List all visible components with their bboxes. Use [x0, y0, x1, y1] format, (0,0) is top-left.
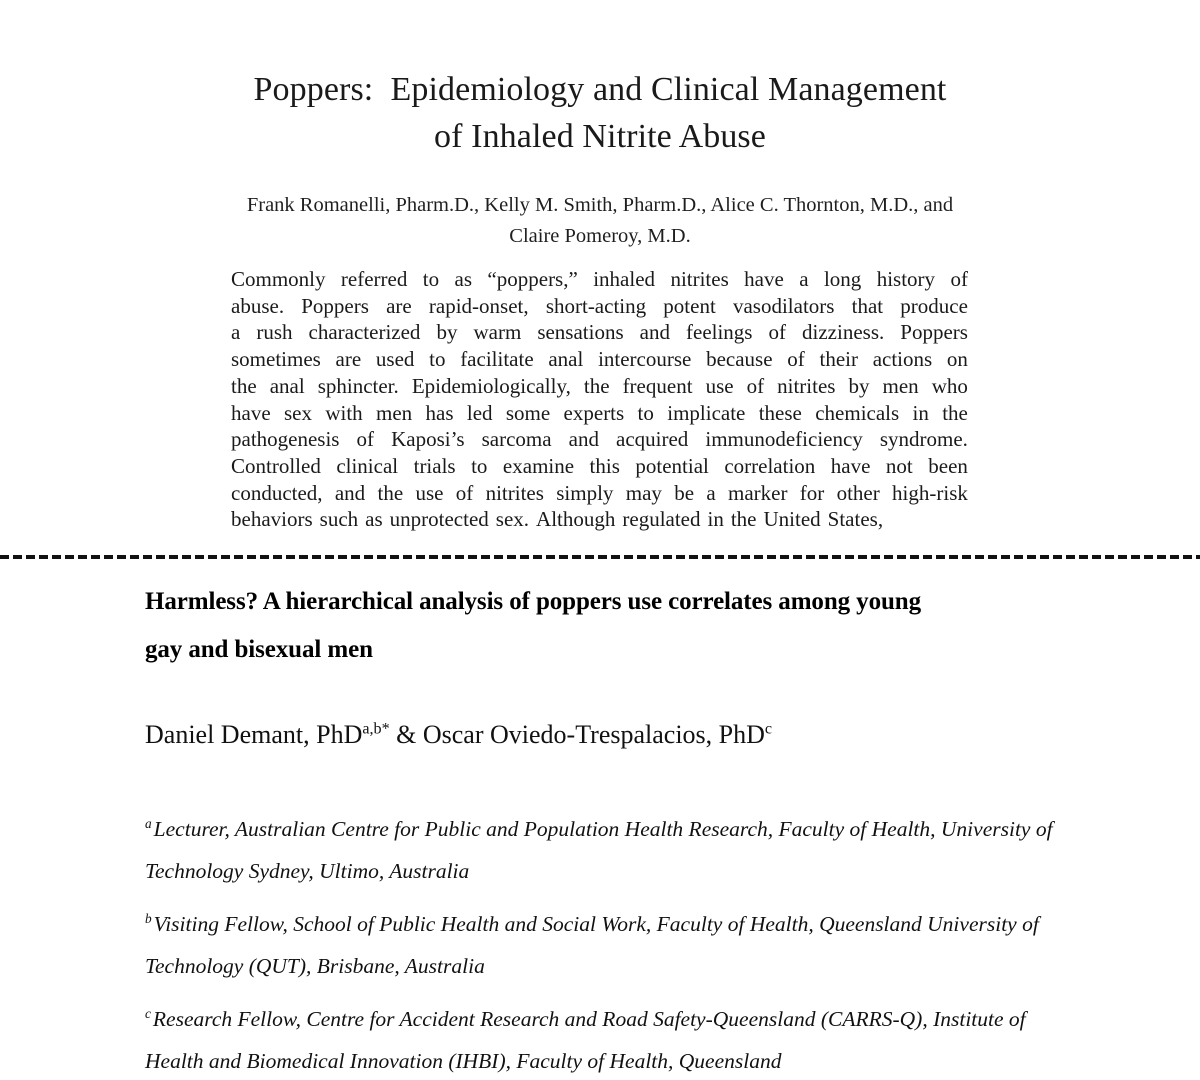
abstract-word: Poppers — [301, 293, 369, 318]
abstract-word: marker — [727, 480, 788, 505]
abstract-word: of — [950, 267, 968, 291]
abstract-word: vasodilators — [732, 293, 835, 318]
manuscript-author-list — [145, 718, 1095, 752]
abstract-word: of — [768, 320, 786, 345]
abstract-word: a — [706, 480, 716, 505]
abstract-word: the — [377, 480, 404, 505]
abstract-word: trials — [413, 453, 456, 478]
abstract-line — [231, 293, 968, 320]
abstract-word: as — [365, 507, 383, 532]
abstract-word: men — [882, 373, 919, 398]
abstract-line — [231, 426, 968, 453]
abstract-word: Kaposi’s — [391, 427, 465, 452]
abstract-word: and — [639, 320, 670, 345]
abstract-word: implicate — [667, 400, 746, 425]
abstract-word: who — [931, 373, 968, 398]
affiliation-text: Lecturer, Australian Centre for Public and Population Health Research, Faculty of Health, University of Technology Sydney, Ultimo, Australia — [145, 817, 1053, 883]
abstract-word: to — [637, 400, 654, 425]
manuscript-title-page — [0, 560, 1200, 1080]
abstract-word: United — [763, 507, 821, 532]
abstract-word: because — [706, 347, 773, 372]
abstract-line — [231, 346, 968, 373]
abstract-word: Commonly — [231, 267, 326, 291]
abstract-word: and — [334, 480, 366, 505]
abstract-word: of — [455, 480, 474, 505]
abstract-word: simply — [556, 480, 614, 505]
abstract-word: short-acting — [545, 293, 647, 318]
abstract-word: this — [589, 453, 620, 478]
abstract-word: regulated — [622, 507, 701, 532]
abstract-word: use — [415, 480, 444, 505]
abstract-word: by — [848, 373, 870, 398]
abstract-word: such — [319, 507, 359, 532]
abstract-word: actions — [872, 347, 933, 372]
abstract-word: experts — [563, 400, 625, 425]
abstract-word: are — [335, 347, 362, 372]
manuscript-author-2-affiliation-marker: c — [764, 720, 773, 738]
abstract-word: may — [625, 480, 662, 505]
abstract-word: sensations — [537, 320, 624, 345]
abstract-word: sex. — [495, 507, 530, 532]
abstract-word: dizziness. — [802, 320, 885, 345]
abstract-word: acquired — [616, 427, 689, 452]
article-title-line-1: Poppers: Epidemiology and Clinical Management — [253, 71, 947, 108]
abstract-word: for — [799, 480, 825, 505]
abstract-word: use — [705, 373, 734, 398]
abstract-word: potential — [635, 453, 709, 478]
manuscript-author-conjunction: & — [389, 720, 423, 749]
abstract-line — [231, 266, 968, 293]
affiliation-item — [145, 808, 1055, 892]
abstract-word: the — [583, 373, 610, 398]
abstract-line — [231, 319, 968, 346]
abstract-word: Although — [536, 507, 616, 532]
abstract-word: warm — [473, 320, 522, 345]
abstract-word: with — [325, 400, 363, 425]
abstract-word: behaviors — [231, 507, 313, 532]
abstract-word: men — [376, 400, 413, 425]
manuscript-title-line-2: gay and bisexual men — [145, 636, 373, 663]
abstract-word: correlation — [724, 453, 816, 478]
abstract-word: nitrites — [670, 267, 729, 291]
manuscript-author-1-name: Daniel Demant, PhD — [145, 720, 363, 749]
abstract-word: be — [674, 480, 695, 505]
abstract-word: the — [730, 507, 757, 532]
abstract-word: sex — [284, 400, 312, 425]
abstract-word: the — [942, 400, 968, 425]
abstract-word: referred — [340, 267, 408, 291]
abstract-word: and — [568, 427, 599, 452]
affiliation-item — [145, 903, 1055, 987]
abstract-word: been — [928, 453, 968, 478]
abstract-word: Controlled — [231, 453, 321, 478]
abstract-word: characterized — [308, 320, 421, 345]
manuscript-title — [145, 578, 1045, 674]
affiliation-item — [145, 998, 1055, 1080]
abstract-word: intercourse — [598, 347, 692, 372]
affiliation-marker: b — [145, 910, 152, 926]
abstract-word: sphincter. — [317, 373, 399, 398]
article-title — [150, 66, 1050, 160]
abstract-word: not — [885, 453, 913, 478]
abstract-word: high-risk — [892, 480, 968, 505]
abstract-word: long — [823, 267, 862, 291]
article-title-line-2: of Inhaled Nitrite Abuse — [434, 118, 766, 155]
abstract-word: to — [422, 267, 440, 291]
abstract-word: unprotected — [389, 507, 489, 532]
abstract-word: facilitate — [460, 347, 534, 372]
abstract-word: to — [471, 453, 488, 478]
abstract-word: potent — [663, 293, 716, 318]
abstract-word: sometimes — [231, 347, 321, 372]
article-author-list — [180, 190, 1020, 252]
abstract-word: that — [851, 293, 884, 318]
abstract-word: used — [375, 347, 415, 372]
abstract-word: conducted, — [231, 480, 323, 505]
abstract-word: have — [830, 453, 871, 478]
abstract-word: of — [356, 427, 375, 452]
abstract-word: feelings — [686, 320, 753, 345]
abstract-word: anal — [269, 373, 305, 398]
abstract-word: examine — [502, 453, 575, 478]
abstract-word: a — [231, 320, 241, 345]
dashed-rule — [0, 555, 1200, 559]
article-author-line-1: Frank Romanelli, Pharm.D., Kelly M. Smith, Pharm.D., Alice C. Thornton, M.D., and — [246, 194, 954, 216]
affiliation-marker: c — [145, 1005, 151, 1021]
abstract-line — [231, 453, 968, 480]
manuscript-author-1-affiliation-marker: a,b* — [362, 720, 390, 738]
abstract-word: produce — [900, 293, 968, 318]
abstract-word: frequent — [622, 373, 693, 398]
abstract-word: history — [876, 267, 936, 291]
abstract-word: as — [454, 267, 473, 291]
abstract-word: nitrites — [777, 373, 836, 398]
abstract-word: the — [231, 373, 257, 398]
article-author-line-2: Claire Pomeroy, M.D. — [509, 225, 691, 247]
abstract-word: these — [758, 400, 802, 425]
manuscript-affiliations — [145, 808, 1055, 1080]
abstract-word: abuse. — [231, 293, 285, 318]
abstract-word: Poppers — [900, 320, 968, 345]
abstract-word: Epidemiologically, — [411, 373, 571, 398]
abstract-word: States, — [827, 507, 884, 532]
abstract-word: some — [505, 400, 551, 425]
abstract-word: other — [836, 480, 880, 505]
abstract-line — [231, 480, 968, 507]
abstract-word: sarcoma — [481, 427, 552, 452]
abstract-word: of — [746, 373, 765, 398]
abstract-word: to — [429, 347, 446, 372]
abstract-word: has — [425, 400, 454, 425]
abstract-word: on — [946, 347, 968, 372]
manuscript-title-line-1: Harmless? A hierarchical analysis of poppers use correlates among young — [145, 588, 921, 615]
article-abstract — [231, 266, 968, 533]
manuscript-author-2-name: Oscar Oviedo-Trespalacios, PhD — [422, 720, 765, 749]
abstract-word: in — [707, 507, 724, 532]
abstract-word: anal — [548, 347, 584, 372]
affiliation-text: Visiting Fellow, School of Public Health and Social Work, Faculty of Health, Queensland University of Technology (QUT), Brisbane, Australia — [145, 912, 1039, 978]
affiliation-text: Research Fellow, Centre for Accident Research and Road Safety-Queensland (CARRS-Q), Institute of Health and Biomedical Innovation (IHBI), Faculty of Health, Queensland — [145, 1007, 1026, 1073]
abstract-word: inhaled — [593, 267, 656, 291]
abstract-word: have — [231, 400, 271, 425]
abstract-word: pathogenesis — [231, 427, 340, 452]
abstract-word: by — [436, 320, 458, 345]
abstract-word: their — [819, 347, 858, 372]
abstract-word: in — [912, 400, 929, 425]
abstract-word: are — [386, 293, 412, 318]
abstract-word: chemicals — [815, 400, 900, 425]
abstract-word: syndrome. — [879, 427, 968, 452]
abstract-word: nitrites — [485, 480, 544, 505]
abstract-word: clinical — [336, 453, 399, 478]
abstract-line — [231, 506, 968, 533]
abstract-line — [231, 400, 968, 427]
abstract-word: a — [799, 267, 809, 291]
abstract-word: “poppers,” — [487, 267, 578, 291]
abstract-word: have — [744, 267, 784, 291]
abstract-word: of — [787, 347, 805, 372]
affiliation-marker: a — [145, 815, 152, 831]
abstract-word: rush — [256, 320, 293, 345]
abstract-line — [231, 373, 968, 400]
abstract-word: led — [466, 400, 493, 425]
abstract-word: immunodeficiency — [705, 427, 863, 452]
abstract-word: rapid-onset, — [428, 293, 529, 318]
